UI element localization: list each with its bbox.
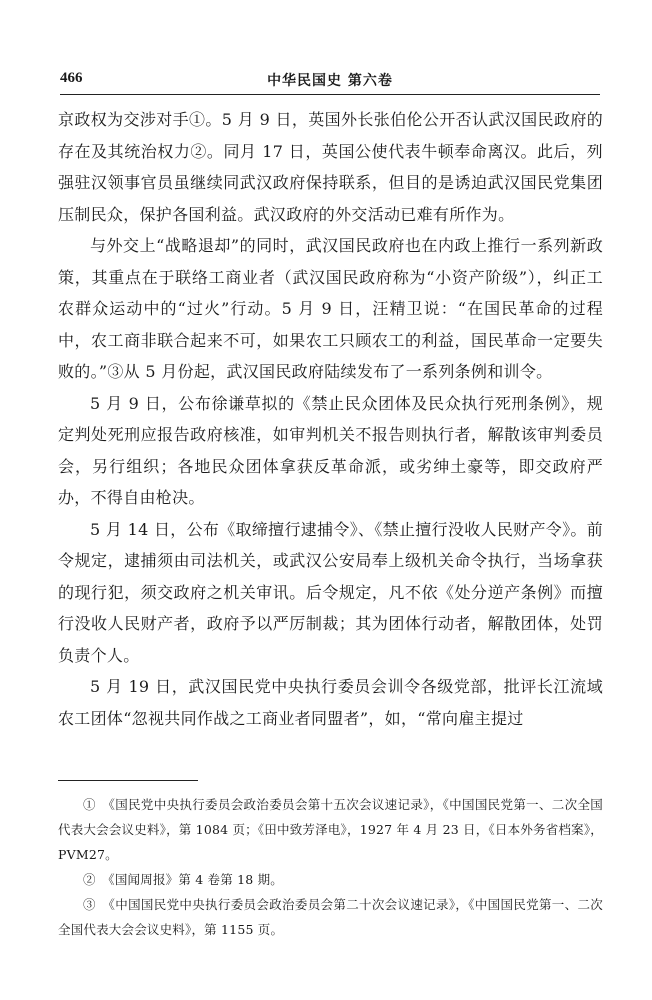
paragraph: 5 月 9 日，公布徐谦草拟的《禁止民众团体及民众执行死刑条例》，规定判处死刑应报告政府核准，如审判机关不报告则执行者，解散该审判委员会，另行组织；各地民众团体拿获反革命派，或劣绅土豪等，即交政府严办，不得自由枪决。: [58, 393, 603, 507]
footnotes: [58, 792, 603, 942]
running-title: 中华民国史 第六卷: [267, 73, 393, 89]
page-header: [60, 70, 600, 95]
body-text: [58, 104, 603, 734]
footnote: ① 《国民党中央执行委员会政治委员会第十五次会议速记录》，《中国国民党第一、二次全国代表大会会议史料》，第 1084 页；《田中致芳泽电》，1927 年 4 月 23 日，《日本外务省档案》，PVM27。: [58, 797, 603, 862]
footnote: ③ 《中国国民党中央执行委员会政治委员会第二十次会议速记录》，《中国国民党第一、二次全国代表大会会议史料》，第 1155 页。: [58, 897, 603, 937]
page-number: 466: [60, 70, 83, 86]
footnote-separator: [58, 780, 198, 781]
footnote: ② 《国闻周报》第 4 卷第 18 期。: [83, 872, 284, 887]
paragraph-continuation: 京政权为交涉对手①。5 月 9 日，英国外长张伯伦公开否认武汉国民政府的存在及其统治权力②。同月 17 日，英国公使代表牛顿奉命离汉。此后，列强驻汉领事官员虽继续同武汉政府保持联系，但目的是诱迫武汉国民党集团压制民众，保护各国利益。武汉政府的外交活动已难有所作为。: [58, 110, 603, 224]
paragraph: 5 月 19 日，武汉国民党中央执行委员会训令各级党部，批评长江流域农工团体“忽视共同作战之工商业者同盟者”，如，“常向雇主提过: [58, 677, 603, 728]
paragraph: 与外交上“战略退却”的同时，武汉国民政府也在内政上推行一系列新政策，其重点在于联络工商业者（武汉国民政府称为“小资产阶级”），纠正工农群众运动中的“过火”行动。5 月 9 日，汪精卫说：“在国民革命的过程中，农工商非联合起来不可，如果农工只顾农工的利益，国民革命一定要失败的。”③从 5 月份起，武汉国民政府陆续发布了一系列条例和训令。: [58, 236, 603, 381]
paragraph: 5 月 14 日，公布《取缔擅行逮捕令》、《禁止擅行没收人民财产令》。前令规定，逮捕须由司法机关，或武汉公安局奉上级机关命令执行，当场拿获的现行犯，须交政府之机关审讯。后令规定，凡不依《处分逆产条例》而擅行没收人民财产者，政府予以严厉制裁；其为团体行动者，解散团体，处罚负责个人。: [58, 519, 603, 665]
